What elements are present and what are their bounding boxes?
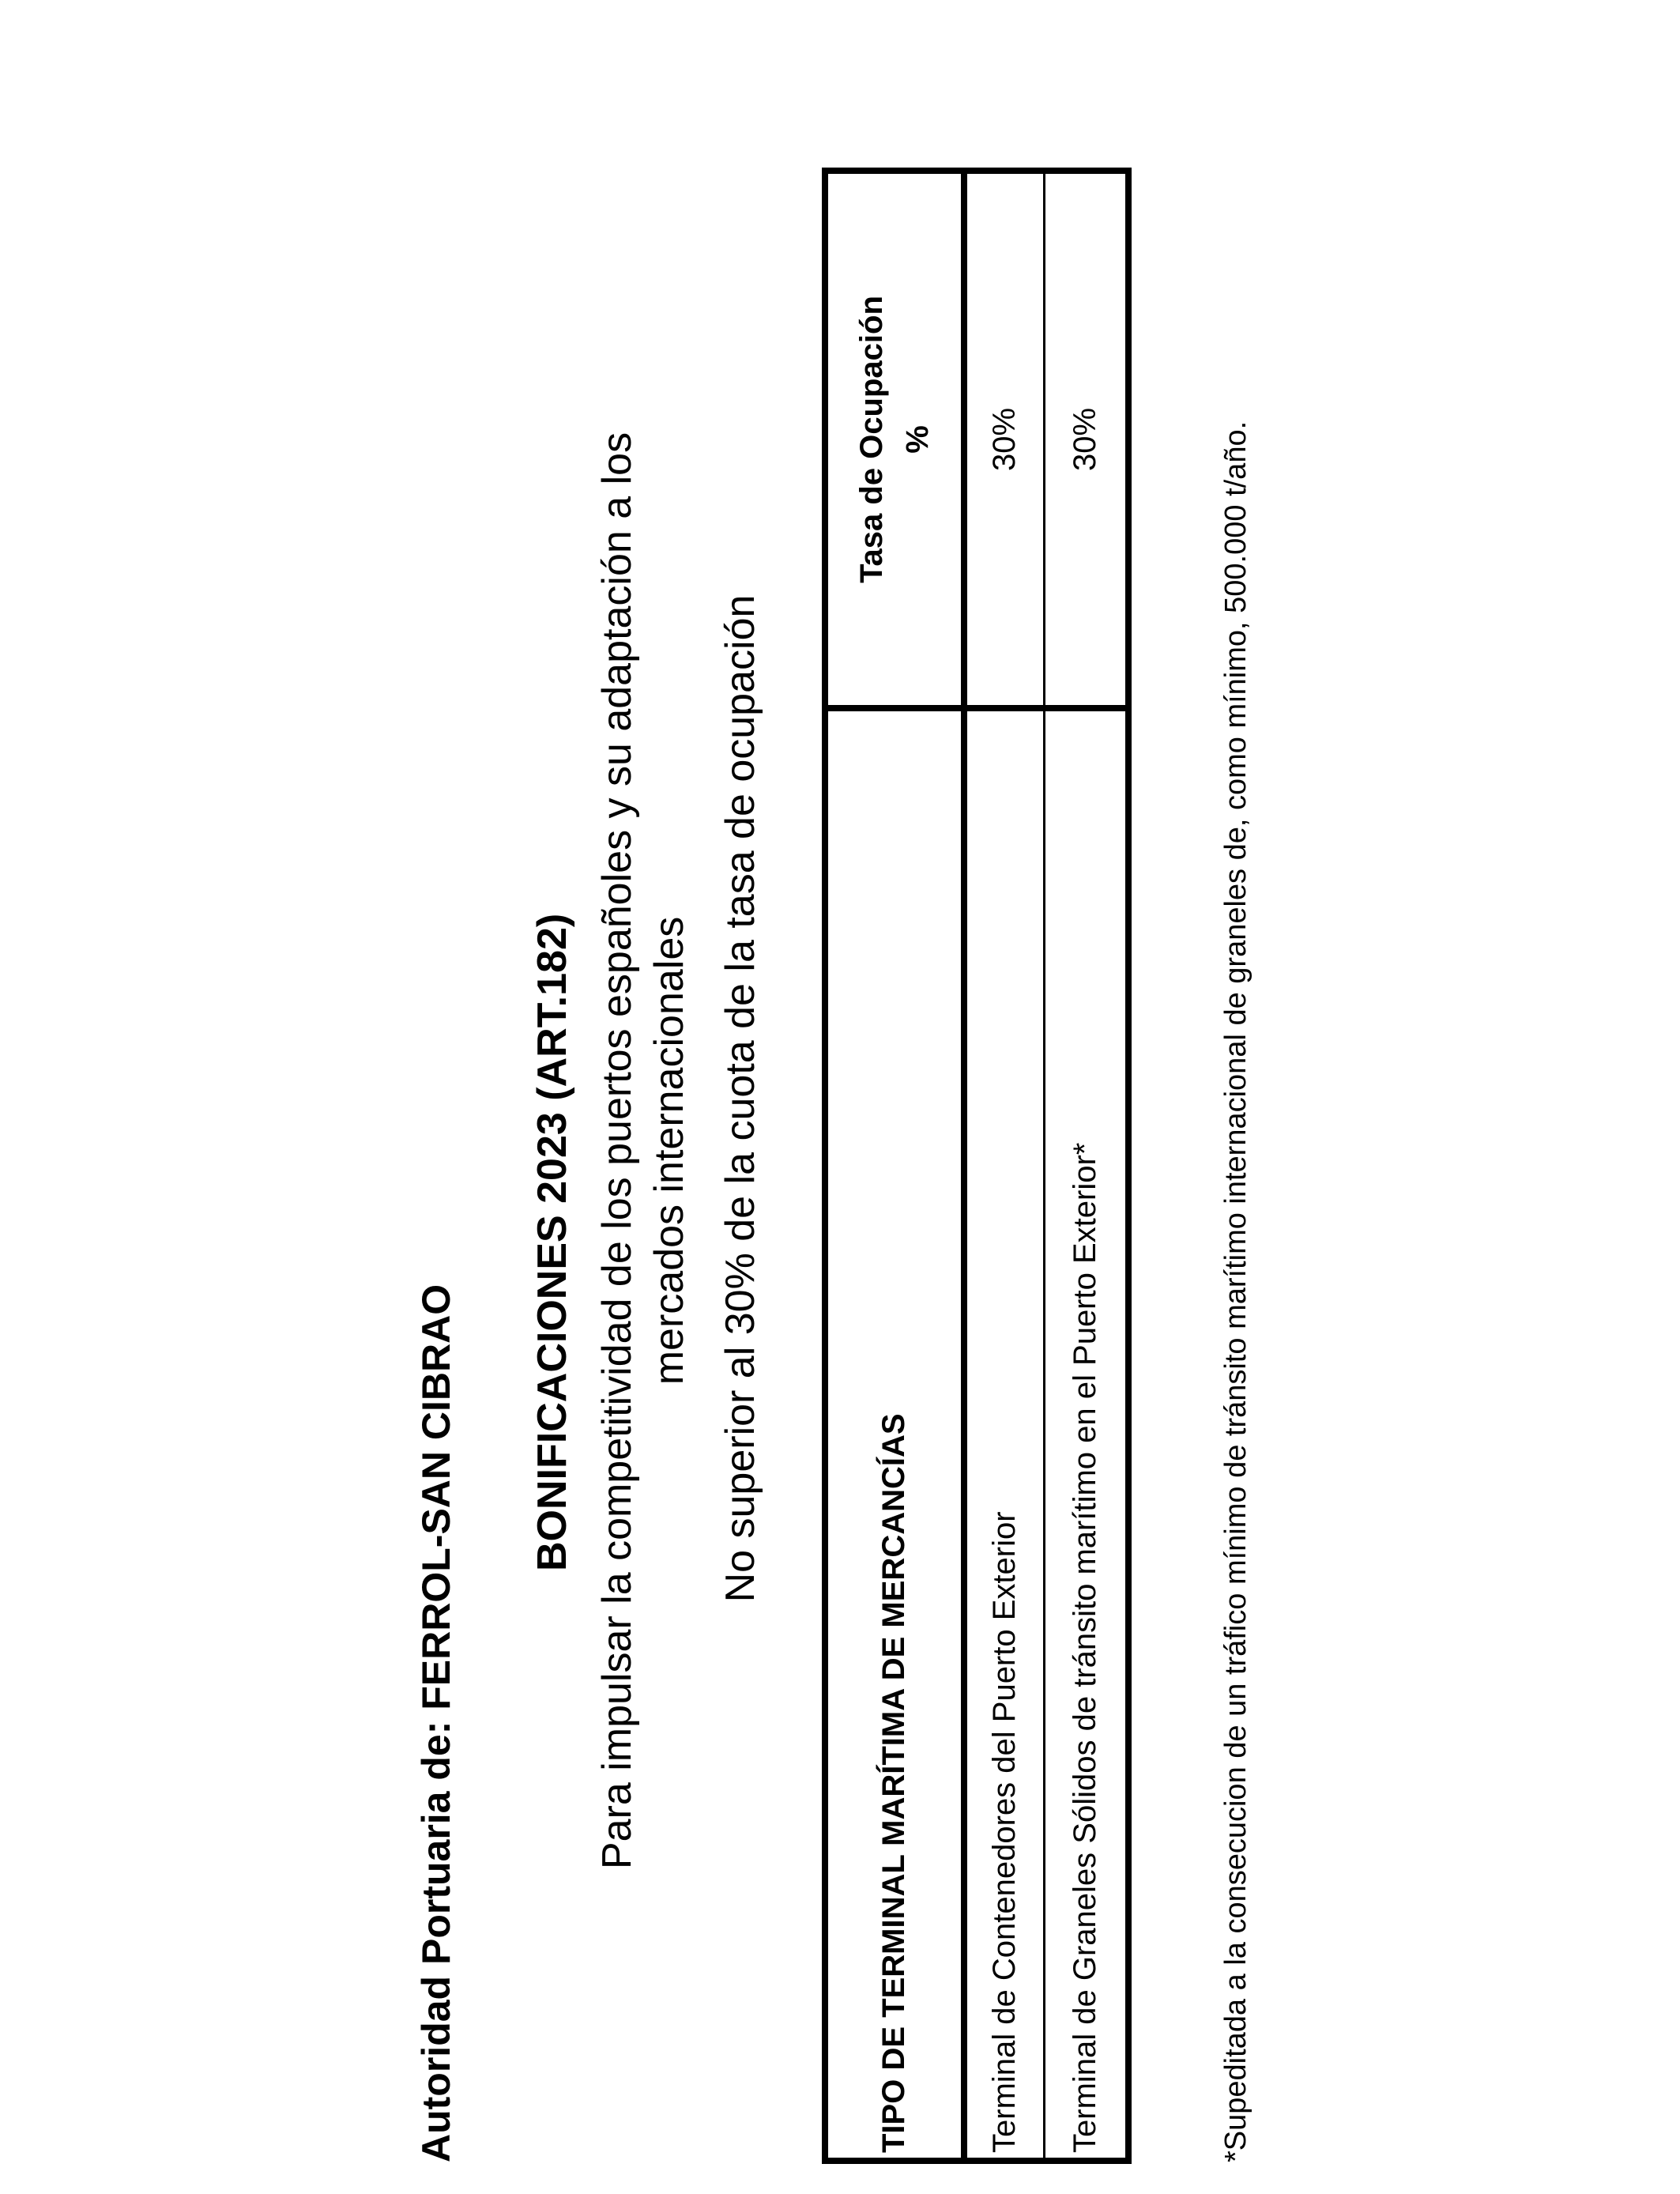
table-header-row [828,174,964,2158]
occupancy-rate-cell: 30% [964,174,1045,708]
bonus-table [822,168,1132,2164]
authority-heading: Autoridad Portuaria de: FERROL-SAN CIBRAO [414,1284,458,2162]
limit-text: No superior al 30% de la cuota de la tasa de ocupación [718,594,763,1603]
page-title: BONIFICACIONES 2023 (ART.182) [529,913,575,1571]
column-header-occupancy-rate-label: Tasa de Ocupación [853,296,889,583]
occupancy-rate-cell: 30% [1068,407,1103,472]
terminal-type-cell: Terminal de Graneles Sólidos de tránsito marítimo en el Puerto Exterior* [1045,708,1125,2158]
column-header-occupancy-rate-unit: % [899,425,935,454]
table-row [964,174,1045,2158]
footnote: *Supeditada a la consecucion de un tráfico mínimo de tránsito marítimo internacional de graneles de, como mínimo, 500.000 t/año. [1219,420,1252,2162]
purpose-text: Para impulsar la competitividad de los puertos españoles y su adaptación a los mercados internacionales [594,432,692,1870]
column-header-occupancy-rate [828,174,964,708]
terminal-type-cell: Terminal de Contenedores del Puerto Exterior [964,708,1045,2158]
column-header-terminal-type: TIPO DE TERMINAL MARÍTIMA DE MERCANCÍAS [828,708,964,2158]
table-row [1045,174,1125,2158]
